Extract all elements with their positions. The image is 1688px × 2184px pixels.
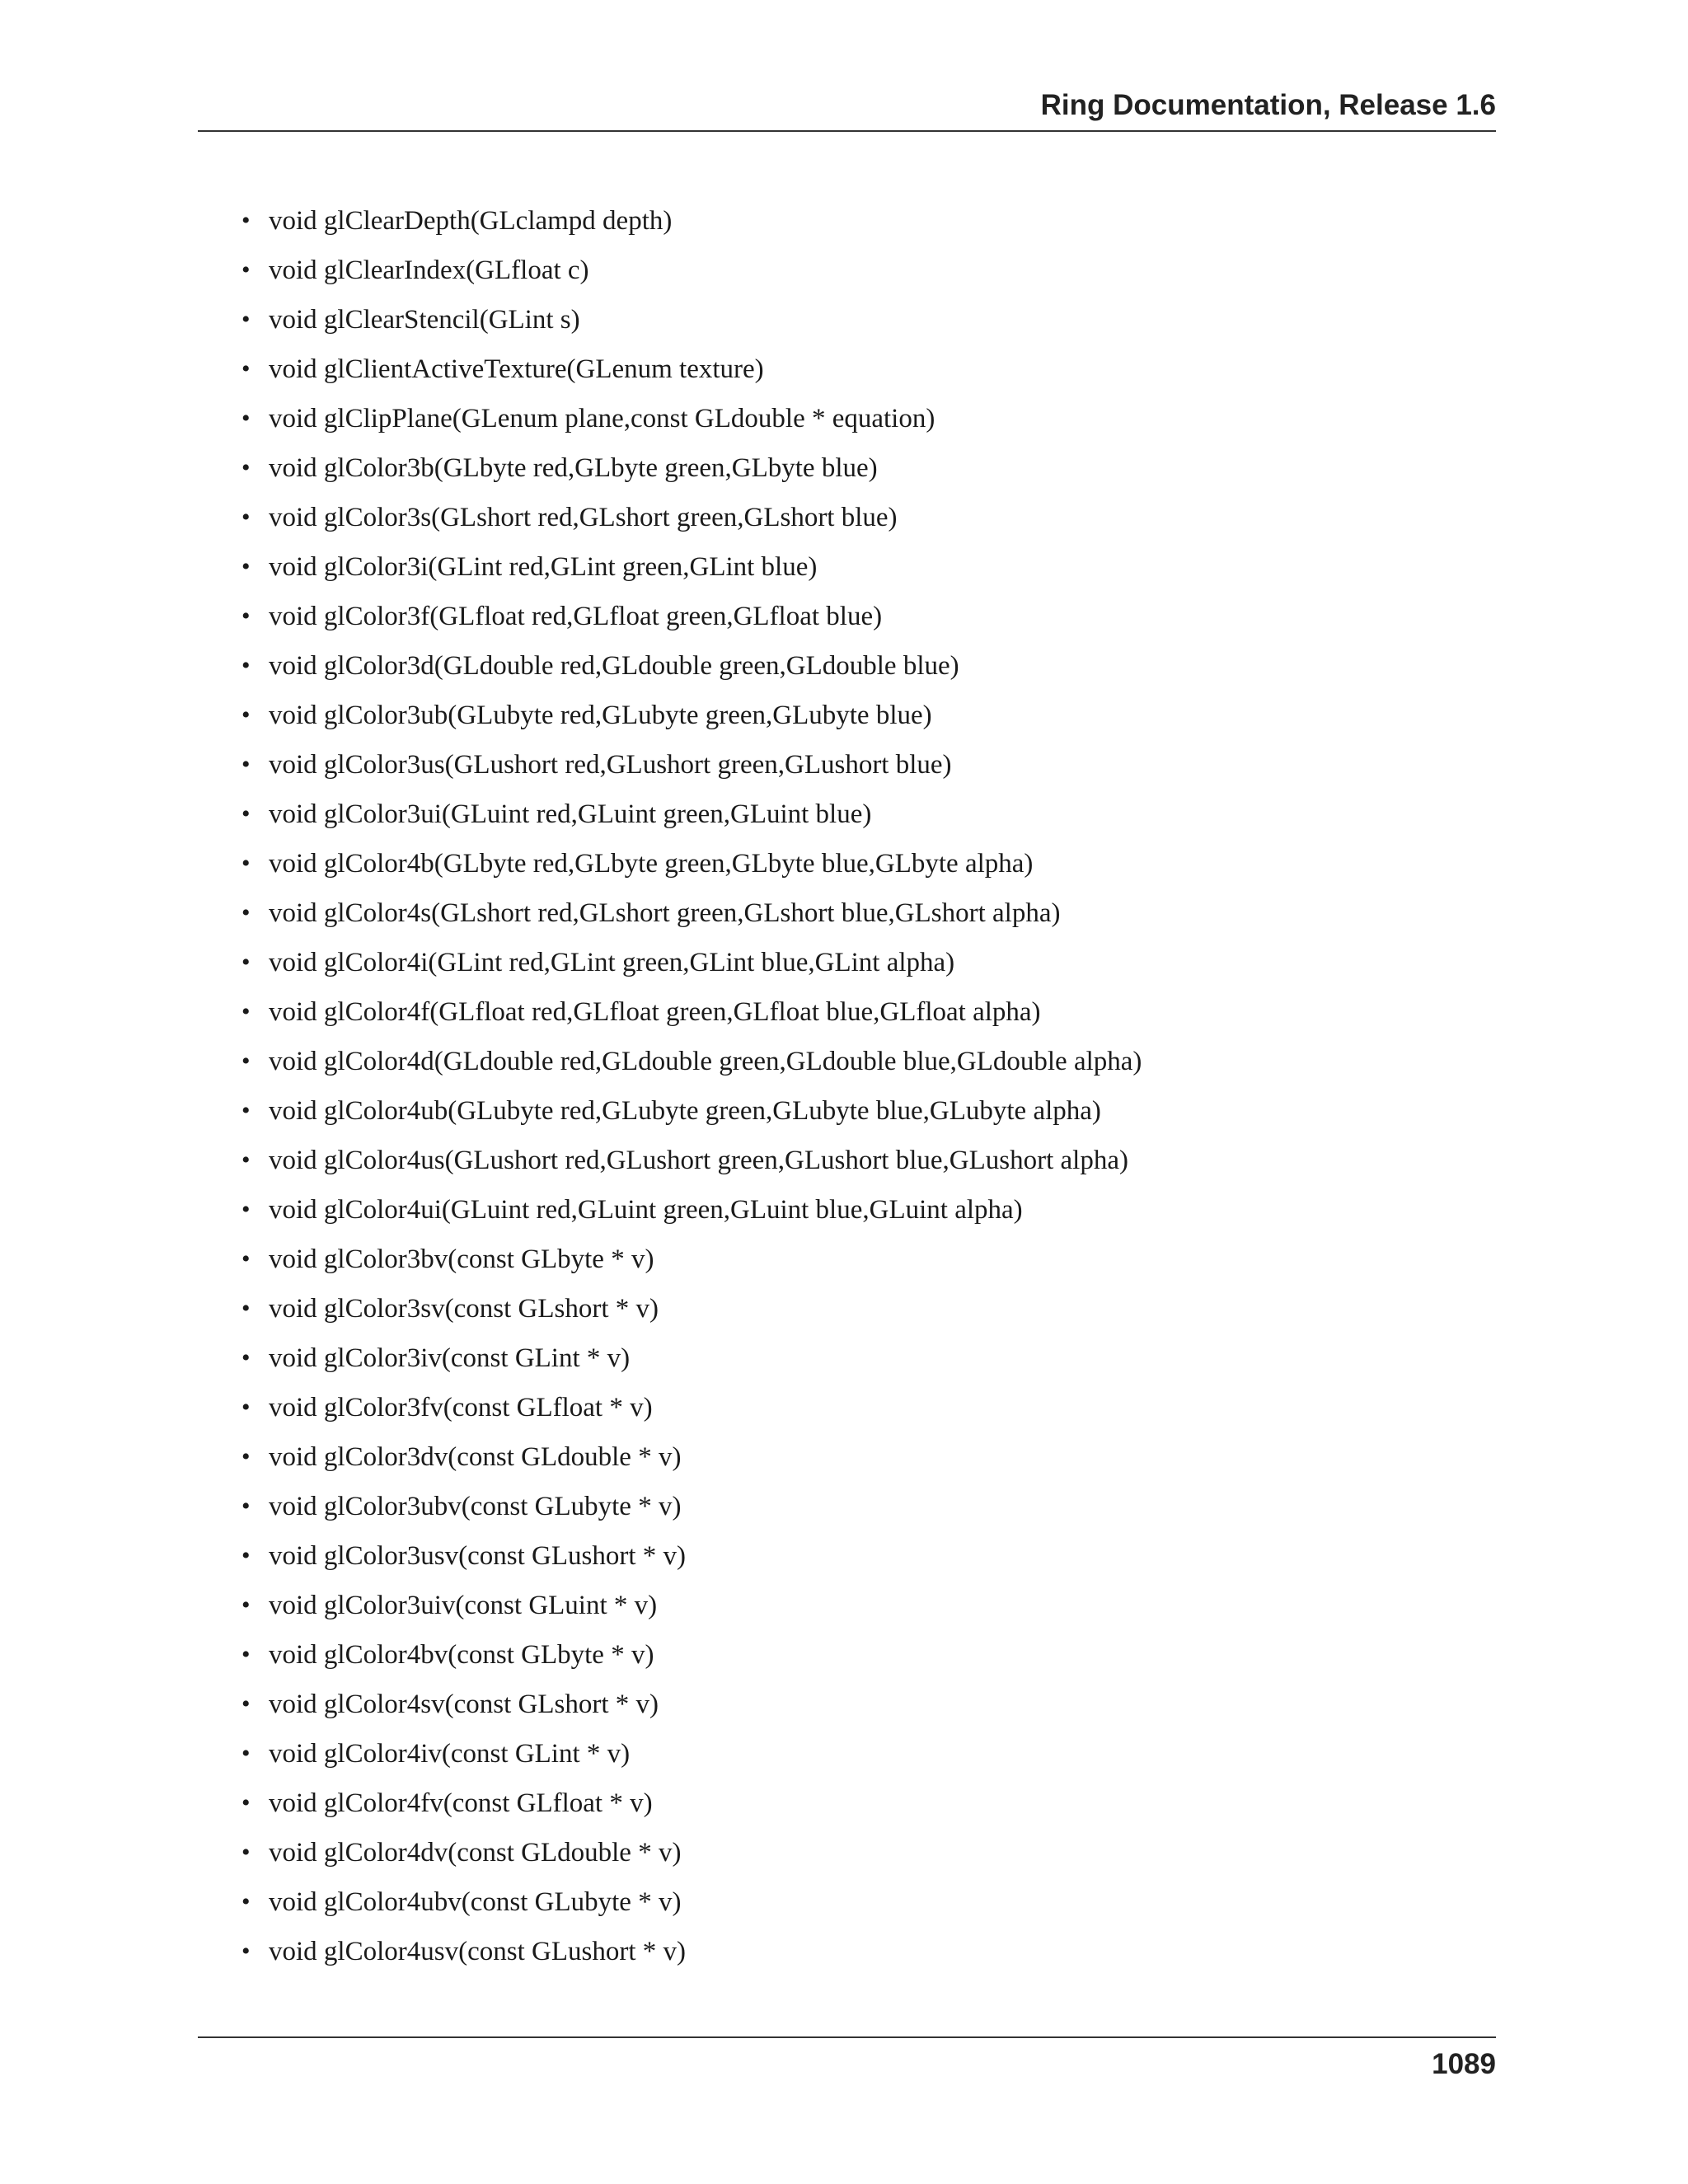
function-signature: void glColor4iv(const GLint * v)	[269, 1739, 631, 1769]
list-item	[241, 790, 1142, 839]
function-signature: void glColor4i(GLint red,GLint green,GLint blue,GLint alpha)	[269, 948, 955, 977]
list-item	[241, 1877, 1142, 1927]
function-signature: void glColor3ui(GLuint red,GLuint green,GLuint blue)	[269, 799, 872, 829]
header-divider	[198, 130, 1496, 132]
function-signature: void glColor4b(GLbyte red,GLbyte green,GLbyte blue,GLbyte alpha)	[269, 849, 1034, 879]
bullet-icon: •	[241, 1245, 251, 1272]
bullet-icon: •	[241, 1295, 251, 1322]
function-list	[241, 196, 1142, 1976]
function-signature: void glClearIndex(GLfloat c)	[269, 255, 589, 285]
list-item	[241, 1136, 1142, 1185]
list-item	[241, 1037, 1142, 1086]
list-item	[241, 1235, 1142, 1284]
list-item	[241, 1432, 1142, 1482]
function-signature: void glClearStencil(GLint s)	[269, 305, 580, 335]
function-signature: void glColor3uiv(const GLuint * v)	[269, 1591, 658, 1620]
list-item	[241, 938, 1142, 987]
bullet-icon: •	[241, 256, 251, 284]
bullet-icon: •	[241, 1938, 251, 1965]
list-item	[241, 839, 1142, 888]
bullet-icon: •	[241, 800, 251, 827]
bullet-icon: •	[241, 355, 251, 382]
bullet-icon: •	[241, 1443, 251, 1470]
function-signature: void glColor4d(GLdouble red,GLdouble green,GLdouble blue,GLdouble alpha)	[269, 1047, 1142, 1076]
list-item	[241, 1284, 1142, 1333]
function-signature: void glColor4ui(GLuint red,GLuint green,GLuint blue,GLuint alpha)	[269, 1195, 1023, 1225]
page-number: 1089	[1432, 2048, 1496, 2080]
list-item	[241, 1779, 1142, 1828]
function-signature: void glColor3d(GLdouble red,GLdouble green,GLdouble blue)	[269, 651, 959, 681]
list-item	[241, 987, 1142, 1037]
list-item	[241, 1828, 1142, 1877]
function-signature: void glColor4sv(const GLshort * v)	[269, 1690, 659, 1719]
list-item	[241, 691, 1142, 740]
list-item	[241, 1185, 1142, 1235]
function-signature: void glColor4fv(const GLfloat * v)	[269, 1788, 653, 1818]
function-signature: void glColor3usv(const GLushort * v)	[269, 1541, 686, 1571]
function-signature: void glClipPlane(GLenum plane,const GLdouble * equation)	[269, 404, 935, 434]
bullet-icon: •	[241, 454, 251, 481]
function-signature: void glColor3sv(const GLshort * v)	[269, 1294, 659, 1324]
bullet-icon: •	[241, 998, 251, 1025]
bullet-icon: •	[241, 850, 251, 877]
bullet-icon: •	[241, 207, 251, 234]
list-item	[241, 493, 1142, 542]
bullet-icon: •	[241, 949, 251, 976]
function-signature: void glColor3f(GLfloat red,GLfloat green,GLfloat blue)	[269, 602, 883, 631]
function-signature: void glClientActiveTexture(GLenum texture)	[269, 354, 764, 384]
bullet-icon: •	[241, 701, 251, 729]
bullet-icon: •	[241, 652, 251, 679]
function-signature: void glColor4s(GLshort red,GLshort green,GLshort blue,GLshort alpha)	[269, 898, 1061, 928]
list-item	[241, 542, 1142, 592]
bullet-icon: •	[241, 1146, 251, 1174]
bullet-icon: •	[241, 405, 251, 432]
function-signature: void glColor3ubv(const GLubyte * v)	[269, 1492, 682, 1521]
bullet-icon: •	[241, 1047, 251, 1075]
bullet-icon: •	[241, 602, 251, 630]
bullet-icon: •	[241, 1641, 251, 1668]
list-item	[241, 1630, 1142, 1680]
list-item	[241, 1383, 1142, 1432]
function-signature: void glColor3iv(const GLint * v)	[269, 1343, 631, 1373]
bullet-icon: •	[241, 1542, 251, 1569]
function-signature: void glColor3bv(const GLbyte * v)	[269, 1244, 654, 1274]
bullet-icon: •	[241, 1789, 251, 1816]
function-signature: void glColor3us(GLushort red,GLushort green,GLushort blue)	[269, 750, 952, 780]
footer-divider	[198, 2036, 1496, 2038]
list-item	[241, 1581, 1142, 1630]
function-signature: void glColor3s(GLshort red,GLshort green,GLshort blue)	[269, 503, 898, 532]
function-signature: void glClearDepth(GLclampd depth)	[269, 206, 673, 236]
list-item	[241, 295, 1142, 344]
bullet-icon: •	[241, 1394, 251, 1421]
bullet-icon: •	[241, 1591, 251, 1619]
bullet-icon: •	[241, 553, 251, 580]
bullet-icon: •	[241, 1493, 251, 1520]
function-signature: void glColor4f(GLfloat red,GLfloat green,GLfloat blue,GLfloat alpha)	[269, 997, 1041, 1027]
function-signature: void glColor3ub(GLubyte red,GLubyte green,GLubyte blue)	[269, 701, 932, 730]
function-signature: void glColor4dv(const GLdouble * v)	[269, 1838, 682, 1868]
list-item	[241, 246, 1142, 295]
function-signature: void glColor4bv(const GLbyte * v)	[269, 1640, 654, 1670]
list-item	[241, 1086, 1142, 1136]
bullet-icon: •	[241, 1344, 251, 1371]
list-item	[241, 641, 1142, 691]
list-item	[241, 1680, 1142, 1729]
list-item	[241, 592, 1142, 641]
list-item	[241, 740, 1142, 790]
bullet-icon: •	[241, 1839, 251, 1866]
bullet-icon: •	[241, 504, 251, 531]
list-item	[241, 1531, 1142, 1581]
bullet-icon: •	[241, 306, 251, 333]
list-item	[241, 1333, 1142, 1383]
bullet-icon: •	[241, 1888, 251, 1915]
list-item	[241, 1729, 1142, 1779]
running-header: Ring Documentation, Release 1.6	[1040, 89, 1496, 121]
bullet-icon: •	[241, 1740, 251, 1767]
list-item	[241, 196, 1142, 246]
bullet-icon: •	[241, 1097, 251, 1124]
bullet-icon: •	[241, 1196, 251, 1223]
list-item	[241, 344, 1142, 394]
bullet-icon: •	[241, 1690, 251, 1718]
list-item	[241, 888, 1142, 938]
function-signature: void glColor4us(GLushort red,GLushort green,GLushort blue,GLushort alpha)	[269, 1146, 1128, 1175]
list-item	[241, 443, 1142, 493]
function-signature: void glColor3dv(const GLdouble * v)	[269, 1442, 682, 1472]
bullet-icon: •	[241, 899, 251, 926]
bullet-icon: •	[241, 751, 251, 778]
function-signature: void glColor3i(GLint red,GLint green,GLint blue)	[269, 552, 818, 582]
function-signature: void glColor3b(GLbyte red,GLbyte green,GLbyte blue)	[269, 453, 878, 483]
list-item	[241, 1482, 1142, 1531]
list-item	[241, 394, 1142, 443]
function-signature: void glColor4ub(GLubyte red,GLubyte green,GLubyte blue,GLubyte alpha)	[269, 1096, 1101, 1126]
function-signature: void glColor3fv(const GLfloat * v)	[269, 1393, 653, 1422]
function-signature: void glColor4ubv(const GLubyte * v)	[269, 1887, 682, 1917]
list-item	[241, 1927, 1142, 1976]
function-signature: void glColor4usv(const GLushort * v)	[269, 1937, 686, 1966]
